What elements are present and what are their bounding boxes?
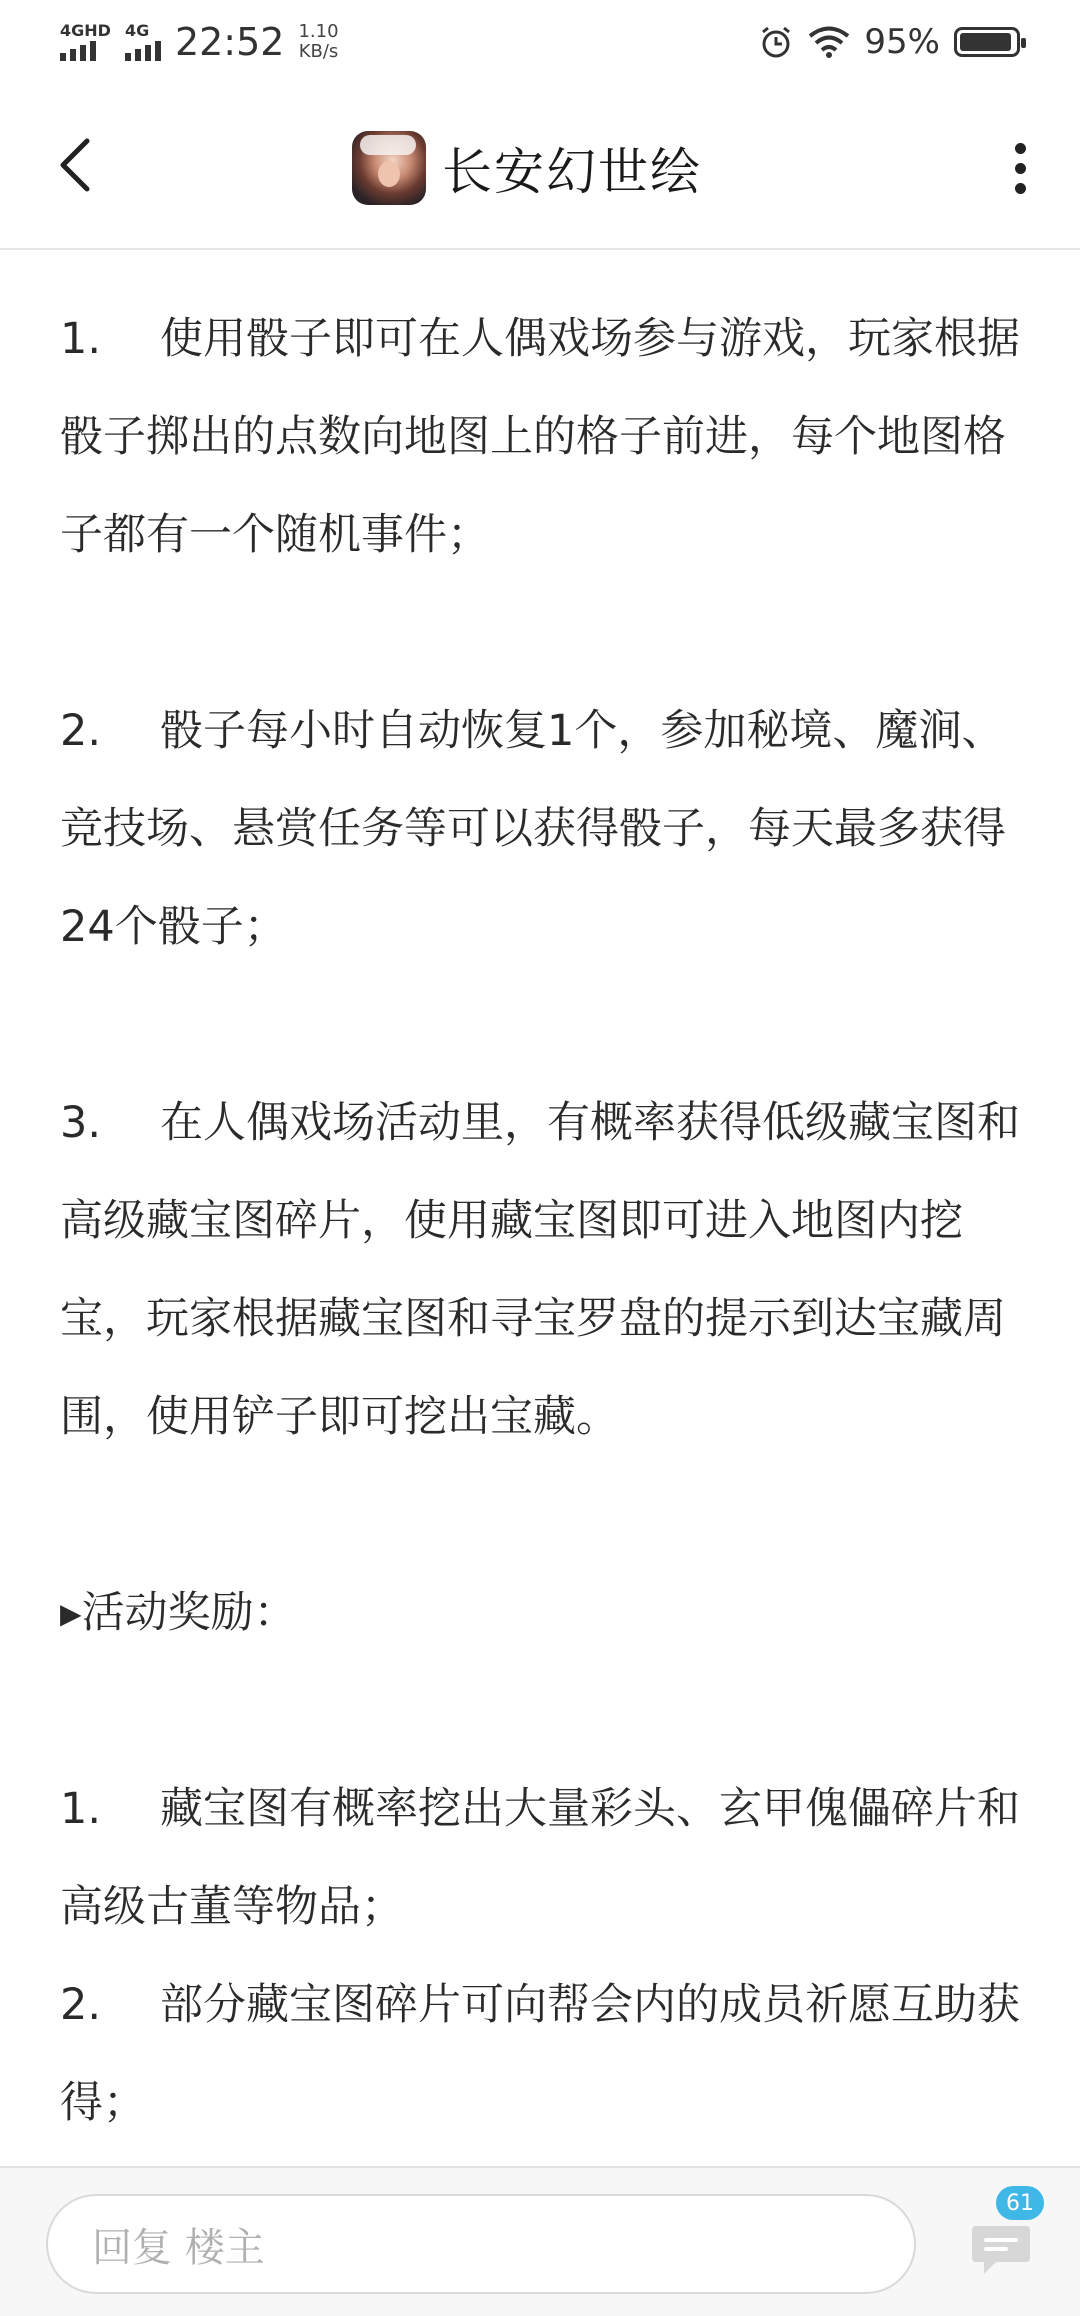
signal-bars-icon — [125, 41, 161, 61]
battery-percent: 95% — [864, 22, 940, 62]
list-number: 2. — [60, 1980, 102, 2030]
dot-icon — [1015, 163, 1026, 174]
alarm-icon — [758, 24, 794, 60]
signal-bars-icon — [60, 41, 96, 61]
comment-icon[interactable] — [966, 2214, 1036, 2284]
network-label-1: 4GHD — [60, 21, 111, 40]
wifi-icon — [808, 25, 850, 59]
clock: 22:52 — [174, 20, 285, 64]
reply-input[interactable] — [46, 2194, 916, 2294]
post-content — [60, 290, 1030, 2152]
dot-icon — [1015, 143, 1026, 154]
page-title: 长安幻世绘 — [442, 143, 702, 201]
comment-count-badge: 61 — [996, 2186, 1044, 2220]
network-indicator-1 — [60, 23, 111, 61]
reply-bar — [0, 2166, 1080, 2316]
paragraph-text: 在人偶戏场活动里，有概率获得低级藏宝图和高级藏宝图碎片，使用藏宝图即可进入地图内挖宝，玩家根据藏宝图和寻宝罗盘的提示到达宝藏周围，使用铲子即可挖出宝藏。 — [60, 1098, 1020, 1442]
battery-fill — [960, 33, 1011, 51]
status-bar — [0, 0, 1080, 84]
paragraph-text: 部分藏宝图碎片可向帮会内的成员祈愿互助获得； — [60, 1980, 1020, 2128]
network-indicator-2 — [125, 23, 161, 61]
chevron-left-icon — [57, 137, 93, 193]
paragraph-text: 骰子每小时自动恢复1个，参加秘境、魔涧、竞技场、悬赏任务等可以获得骰子，每天最多获得24个骰子； — [60, 706, 1006, 952]
paragraph-3 — [60, 1074, 1030, 1466]
dot-icon — [1015, 183, 1026, 194]
header-title-group — [352, 130, 702, 206]
paragraph-2 — [60, 682, 1030, 976]
rewards-heading: ▸活动奖励： — [60, 1588, 297, 1638]
network-speed — [298, 22, 338, 62]
reward-2 — [60, 1956, 1030, 2152]
back-button[interactable] — [40, 130, 110, 200]
speed-unit: KB/s — [298, 41, 339, 62]
more-options-button[interactable] — [990, 136, 1050, 200]
list-number: 1. — [60, 1784, 102, 1834]
app-header — [0, 84, 1080, 250]
reward-1 — [60, 1760, 1030, 1956]
network-label-2: 4G — [124, 21, 150, 40]
list-number: 3. — [60, 1098, 102, 1148]
status-left — [60, 20, 339, 64]
reply-placeholder: 回复 楼主 — [92, 2224, 265, 2271]
paragraph-1 — [60, 290, 1030, 584]
speed-value: 1.10 — [298, 21, 339, 42]
paragraph-text: 使用骰子即可在人偶戏场参与游戏，玩家根据骰子掷出的点数向地图上的格子前进，每个地图格子都有一个随机事件； — [60, 314, 1020, 560]
list-number: 1. — [60, 314, 102, 364]
forum-avatar[interactable] — [352, 131, 426, 205]
status-right — [758, 22, 1020, 62]
battery-icon — [954, 27, 1020, 57]
list-number: 2. — [60, 706, 102, 756]
paragraph-text: 藏宝图有概率挖出大量彩头、玄甲傀儡碎片和高级古董等物品； — [60, 1784, 1020, 1932]
